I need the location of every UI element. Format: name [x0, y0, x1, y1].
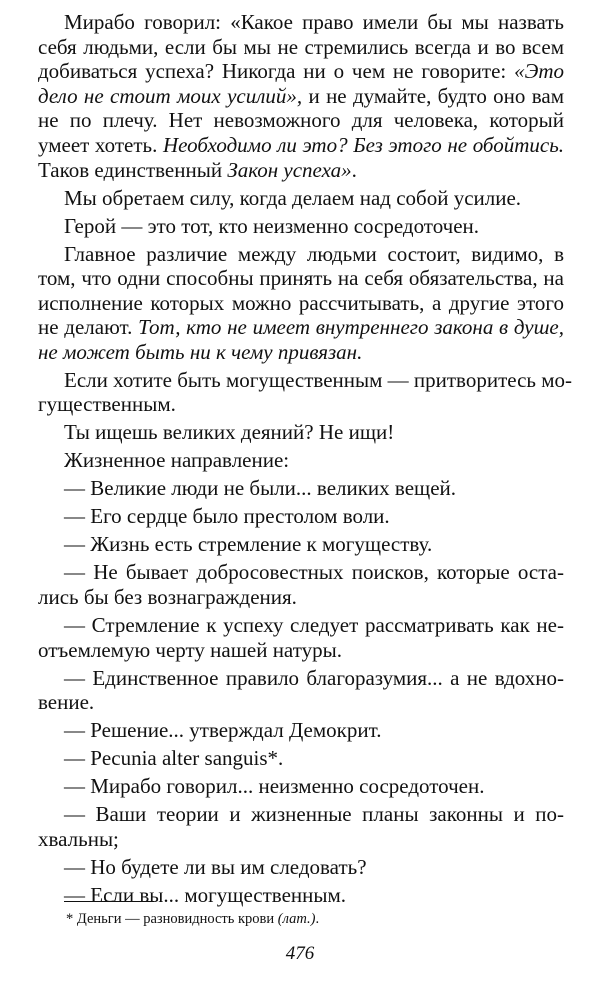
text-line: [38, 827, 564, 852]
paragraph: [38, 504, 564, 529]
text-run: — Мирабо говорил... неизменно сосредоточен.: [64, 774, 485, 799]
text-line: [38, 504, 564, 529]
text-line: [38, 560, 564, 585]
text-line: [38, 690, 564, 715]
footnote-tail: .: [315, 911, 320, 927]
text-run: Ты ищешь великих деяний? Не ищи!: [64, 420, 395, 445]
footnote: [66, 910, 546, 928]
text-run: хвальны;: [38, 826, 119, 851]
text-line: [38, 133, 564, 158]
italic-run: Необходимо ли это? Без этого не обойтись.: [162, 132, 564, 157]
text-run: — Решение... утверждал Демокрит.: [64, 718, 382, 743]
paragraph: [38, 448, 564, 473]
text-line: [38, 315, 564, 340]
paragraph: [38, 774, 564, 799]
text-line: [38, 214, 564, 239]
paragraph: [38, 802, 564, 851]
text-run: отъемлемую черту нашей натуры.: [38, 637, 342, 662]
text-line: [38, 84, 564, 109]
text-run: Главное различие между людьми состоит, видимо, в: [64, 241, 564, 266]
text-line: [38, 291, 564, 316]
text-line: [38, 186, 564, 211]
footnote-text: * Деньги — разновидность крови: [66, 911, 278, 927]
paragraph: [38, 242, 564, 365]
text-run: Герой — это тот, кто неизменно сосредоточен.: [64, 213, 480, 238]
text-run: Если хотите быть могущественным — притворитесь мо-: [64, 367, 573, 392]
text-run: — Великие люди не были... великих вещей.: [64, 476, 457, 501]
text-run: добиваться успеха? Никогда ни о чем не говорите:: [38, 59, 515, 84]
paragraph: [38, 10, 564, 182]
text-line: [38, 242, 564, 267]
footnote-italic: (лат.): [277, 911, 316, 927]
text-run: себя людьми, если бы мы не стремились всегда и во всем: [38, 34, 564, 59]
text-run: — Но будете ли вы им следовать?: [64, 854, 367, 879]
italic-run: не может быть ни к чему привязан.: [38, 339, 363, 364]
text-line: [38, 802, 564, 827]
text-line: [38, 10, 564, 35]
text-run: лись бы без вознаграждения.: [38, 584, 297, 609]
text-run: — Pecunia alter sanguis*.: [64, 746, 284, 771]
paragraph: [38, 186, 564, 211]
text-run: вение.: [38, 690, 95, 715]
body-text: [38, 10, 573, 907]
text-run: Мы обретаем силу, когда делаем над собой усилие.: [64, 185, 522, 210]
text-line: [38, 420, 564, 445]
text-run: Таков единственный: [38, 157, 228, 182]
text-line: [38, 448, 564, 473]
text-run: умеет хотеть.: [38, 132, 163, 157]
paragraph: [38, 883, 564, 908]
paragraph: [38, 666, 564, 715]
text-line: [38, 883, 564, 908]
footnote-rule: [64, 901, 154, 902]
text-run: — Стремление к успеху следует рассматривать как не-: [64, 612, 564, 637]
text-run: — Не бывает добросовестных поисков, которые оста-: [64, 560, 564, 585]
text-line: [38, 35, 564, 60]
text-line: [38, 392, 564, 417]
text-run: — Его сердце было престолом воли.: [64, 504, 390, 529]
text-line: [38, 476, 564, 501]
paragraph: [38, 214, 564, 239]
text-run: том, что одни способны принять на себя обязательства, на: [38, 266, 564, 291]
text-run: Жизненное направление:: [64, 448, 290, 473]
text-run: — Единственное правило благоразумия... а не вдохно-: [64, 665, 564, 690]
paragraph: [38, 613, 564, 662]
text-run: гущественным.: [38, 392, 176, 417]
paragraph: [38, 420, 564, 445]
paragraph: [38, 718, 564, 743]
text-run: не делают.: [38, 315, 139, 340]
text-line: [38, 158, 564, 183]
text-line: [38, 746, 564, 771]
text-run: — Ваши теории и жизненные планы законны и по-: [64, 802, 564, 827]
paragraph: [38, 560, 564, 609]
text-line: [38, 59, 564, 84]
page-number: 476: [285, 943, 315, 964]
text-line: [38, 266, 564, 291]
text-line: [38, 774, 564, 799]
paragraph: [38, 367, 573, 417]
italic-run: дело не стоит моих усилий»,: [38, 83, 303, 108]
italic-run: Тот, кто не имеет внутреннего закона в душе,: [138, 315, 564, 340]
text-run: Мирабо говорил: «Какое право имели бы мы назвать: [64, 10, 564, 34]
italic-run: Закон успеха»: [227, 157, 352, 182]
text-run: не по плечу. Нет невозможного для человека, который: [38, 108, 564, 133]
paragraph: [38, 532, 564, 557]
text-line: [38, 666, 564, 691]
text-line: [38, 718, 564, 743]
text-line: [38, 613, 564, 638]
text-line: [38, 532, 564, 557]
text-run: исполнение которых можно рассчитывать, а другие этого: [38, 290, 564, 315]
paragraph: [38, 476, 564, 501]
text-run: — Если вы... могущественным.: [64, 882, 347, 907]
italic-run: «Это: [514, 59, 564, 84]
text-line: [38, 638, 564, 663]
text-line: [38, 108, 564, 133]
text-run: — Жизнь есть стремление к могуществу.: [64, 532, 433, 557]
text-line: [38, 855, 564, 880]
text-line: [38, 367, 573, 393]
text-line: [38, 585, 564, 610]
text-run: .: [351, 157, 357, 182]
paragraph: [38, 855, 564, 880]
text-line: [38, 340, 564, 365]
text-run: и не думайте, будто оно вам: [302, 83, 564, 108]
paragraph: [38, 746, 564, 771]
